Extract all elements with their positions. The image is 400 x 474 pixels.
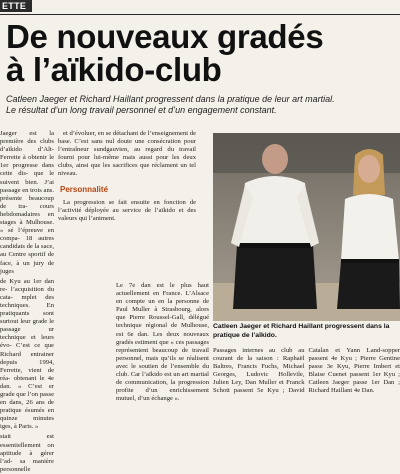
article-subhead (6, 94, 398, 116)
column3-paragraph-1: Le 7e dan est le plus haut actuellement en France. L’Alsace en compte un en la personne de Paul Muller à Strasbourg, alors que Pierre Roussel-Gall, délégué technique régional de Mulhouse, est 6e dan. Les deux nouveaux gradés estiment que « ces passages représentent beaucoup de travail personnel, mais qu’ils se réalisent avec le soutien de l’ensemble du club. Car l’aïkido est un art martial de communication, la progression profite d’un enrichissement mutuel, d’un échange ». (116, 282, 209, 403)
section-rule (0, 0, 400, 15)
article-headline (6, 20, 398, 86)
subhead-line-2: Le résultat d’un long travail personnel et d’un engagement constant. (6, 105, 277, 115)
section-title-personnalite: Personnalité (60, 184, 109, 194)
article-column-1 (0, 130, 55, 473)
article-column-4 (213, 347, 400, 400)
photo-caption: Catleen Jaeger et Richard Haillant progressent dans la pratique de l’aïkido. (213, 323, 390, 339)
headline-line-2: à l’aïkido-club (6, 51, 222, 88)
article-column-3 (116, 282, 209, 403)
headline-line-1: De nouveaux gradés (6, 18, 324, 55)
photo-illustration (213, 133, 400, 321)
article-photo (213, 133, 400, 321)
column2-paragraph-1: et d’évoluer, en se détachant de l’enseignement de base. C’est sans nul doute une consécration pour l’entraîneur sundgauvien, au regard du travail fourni pour lui-même mais aussi pour les deux clubs, ainsi que les sacrifices que réclament un tel niveau. (58, 130, 196, 178)
column1-paragraph-1: Jaeger est la première des clubs d’aïkido d’Alt-Ferrette à obtenir le 1er progresse dans cette dis- que le suivent bien. J’ai passage en trois ans. présente beaucoup de tra- cours hebdomadaires en stages à Mulhouse. » sé l’épreuve en compa- 18 autres candidats de la sace, au Centre sportif de face, à un jury de juges (0, 130, 54, 275)
subhead-line-1: Catleen Jaeger et Richard Haillant progressent dans la pratique de leur art martial. (6, 94, 335, 104)
column2-paragraph-2: La progression se fait ensuite en fonction de l’activité déployée au service de l’aïkido et des valeurs qui l’animent. (58, 198, 196, 222)
column1-paragraph-3: stait est essentiellement on aptitude à gérer l’ad- sa manière personnelle (0, 433, 54, 473)
column1-paragraph-2: de Kyu au 1er dan re- l’acquisition du cata- mplet des techniques. En pratiquants sont surtout leur grade le passage ur technique et leurs évo- C’est ce que Richard entrainer depuis 1994, Ferrette, vient de réa- obtenant le 4e dan. « C’est er grade que l’on passe en dans, 26 ans de pratique ésumés en quinze minutes iges, à Paris. » (0, 277, 55, 431)
section-label: ETTE (0, 0, 32, 12)
column4-paragraph-1: Passages internes au club au courant de la saison : Raphaël Baltres, Francis Fuchs, Michael Georges, Ludovic Hollevile, Julien Ley, Dan Muller et Franck Schott passent 5e Kyu ; David Catalan et Yann Land-sopper passent 4e Kyu ; Pierre Gentine passe 3e Kyu, Pierre Imbert et Blaise Cuenet passent 1er Kyu ; Catleen Jaeger passe 1er Dan ; Richard Haillant 4e Dan. (213, 347, 400, 395)
